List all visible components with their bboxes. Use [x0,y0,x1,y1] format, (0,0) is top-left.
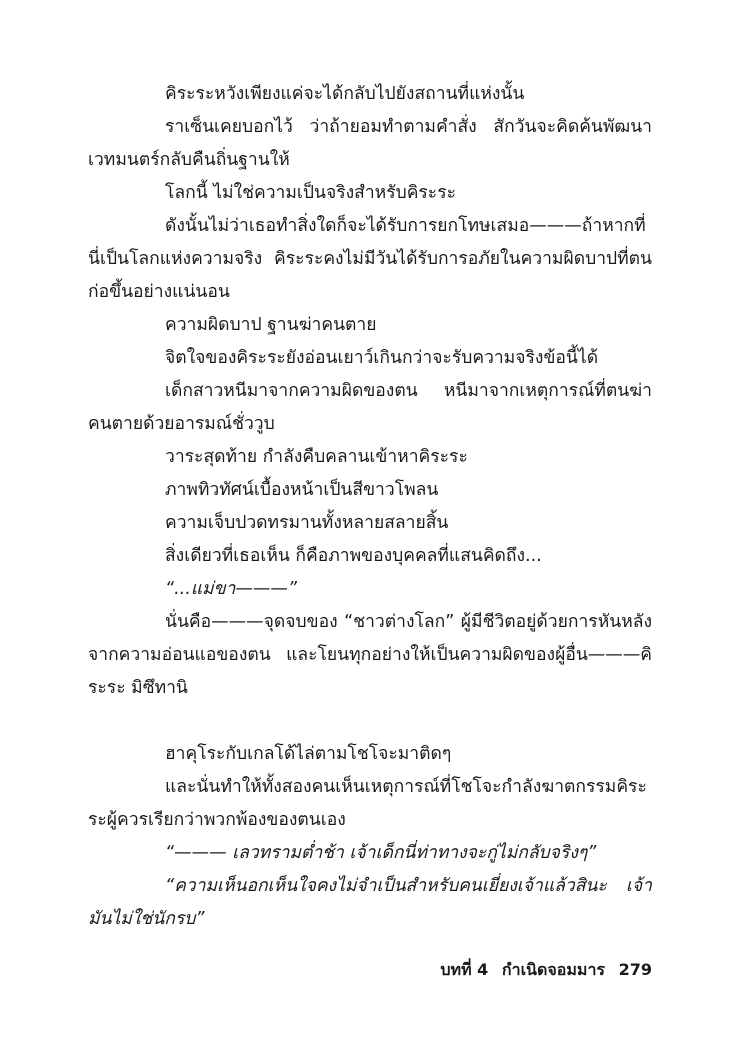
paragraph: ดังนั้นไม่ว่าเธอทำสิ่งใดก็จะได้รับการยกโทษเสมอ———ถ้าหากที่นี่เป็นโลกแห่งความจริง คิระระคงไม่มีวันได้รับการอภัยในความผิดบาปที่ตนก่อขึ้นอย่างแน่นอน [88,216,652,302]
dialogue-line: “——— เลวทรามต่ำช้า เจ้าเด็กนี่ท่าทางจะกู่ไม่กลับจริงๆ” [165,843,597,863]
dialogue-line: “...แม่ขา———” [165,579,297,599]
chapter-title: กำเนิดจอมมาร [501,960,606,979]
chapter-label: บทที่ 4 [440,960,489,979]
paragraph: โลกนี้ ไม่ใช่ความเป็นจริงสำหรับคิระระ [165,183,457,203]
paragraph: และนั่นทำให้ทั้งสองคนเห็นเหตุการณ์ที่โชโจะกำลังฆาตกรรมคิระระผู้ควรเรียกว่าพวกพ้องของตนเอง [88,777,647,830]
paragraph: ภาพทิวทัศน์เบื้องหน้าเป็นสีขาวโพลน [165,480,439,500]
paragraph: เด็กสาวหนีมาจากความผิดของตน หนีมาจากเหตุการณ์ที่ตนฆ่าคนตายด้วยอารมณ์ชั่ววูบ [88,381,652,434]
paragraph: นั่นคือ———จุดจบของ “ชาวต่างโลก” ผู้มีชีวิตอยู่ด้วยการหันหลังจากความอ่อนแอของตน และโยนทุกอย่างให้เป็นความผิดของผู้อื่น———คิระระ มิซึทานิ [88,612,652,698]
paragraph: ความผิดบาป ฐานฆ่าคนตาย [165,315,377,335]
paragraph: จิตใจของคิระระยังอ่อนเยาว์เกินกว่าจะรับความจริงข้อนี้ได้ [165,348,599,368]
paragraph: คิระระหวังเพียงแค่จะได้กลับไปยังสถานที่แห่งนั้น [165,84,525,104]
paragraph: ความเจ็บปวดทรมานทั้งหลายสลายสิ้น [165,513,449,533]
paragraph: ราเซ็นเคยบอกไว้ ว่าถ้ายอมทำตามคำสั่ง สักวันจะคิดค้นพัฒนาเวทมนตร์กลับคืนถิ่นฐานให้ [88,117,652,170]
paragraph: วาระสุดท้าย กำลังคืบคลานเข้าหาคิระระ [165,447,468,467]
body-text [88,78,652,936]
paragraph: สิ่งเดียวที่เธอเห็น ก็คือภาพของบุคคลที่แสนคิดถึง... [165,546,542,566]
dialogue-line: “ความเห็นอกเห็นใจคงไม่จำเป็นสำหรับคนเยี่ยงเจ้าแล้วสินะ เจ้ามันไม่ใช่นักรบ” [88,876,652,929]
page-number: 279 [618,960,652,979]
page-footer [440,958,652,983]
section-break [88,705,652,738]
paragraph: ฮาคุโระกับเกลโด้ไล่ตามโชโจะมาติดๆ [165,744,452,764]
